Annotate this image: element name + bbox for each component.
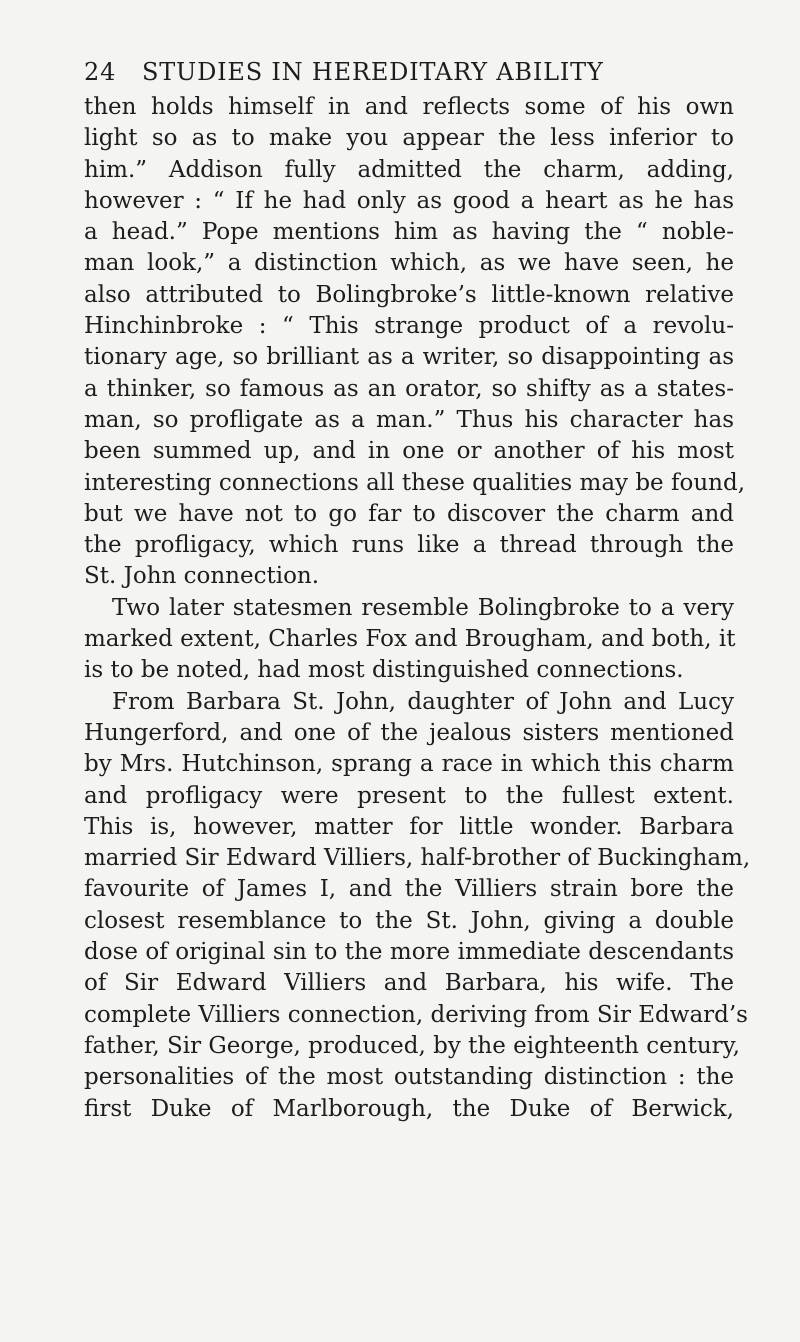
paragraph-end-line: St. John connection. (84, 563, 320, 590)
text-line: also attributed to Bolingbroke’s little-known relative (84, 281, 734, 308)
text-line: by Mrs. Hutchinson, sprang a race in which this charm (84, 751, 734, 778)
text-line: tionary age, so brilliant as a writer, so disappointing as (84, 344, 734, 371)
text-line: and profligacy were present to the fullest extent. (84, 782, 734, 809)
text-line: however : “ If he had only as good a heart as he has (84, 187, 734, 214)
text-line: Hinchinbroke : “ This strange product of a revolu- (84, 313, 734, 340)
running-head (84, 52, 734, 92)
text-line: first Duke of Marlborough, the Duke of Berwick, (84, 1095, 734, 1122)
text-line: the profligacy, which runs like a thread through the (84, 532, 734, 559)
text-line: dose of original sin to the more immediate descendants (84, 939, 734, 966)
running-title: STUDIES IN HEREDITARY ABILITY (142, 58, 604, 86)
text-line: of Sir Edward Villiers and Barbara, his wife. The (84, 970, 734, 997)
book-page (84, 52, 751, 1125)
text-line: father, Sir George, produced, by the eighteenth century, (84, 1032, 740, 1059)
text-line: him.” Addison fully admitted the charm, adding, (84, 156, 734, 183)
text-line: marked extent, Charles Fox and Brougham, and both, it (84, 626, 736, 653)
body-text (84, 92, 751, 1125)
text-line: light so as to make you appear the less inferior to (84, 125, 734, 152)
text-line: This is, however, matter for little wonder. Barbara (84, 813, 734, 840)
text-line: complete Villiers connection, deriving from Sir Edward’s (84, 1001, 748, 1028)
paragraph-end-line: is to be noted, had most distinguished connections. (84, 657, 684, 684)
text-line: a head.” Pope mentions him as having the “ noble- (84, 219, 734, 246)
text-line: favourite of James I, and the Villiers strain bore the (84, 876, 734, 903)
text-line: closest resemblance to the St. John, giving a double (84, 907, 734, 934)
text-line: man look,” a distinction which, as we have seen, he (84, 250, 734, 277)
paragraph-start-line: From Barbara St. John, daughter of John and Lucy (112, 688, 734, 715)
text-line: man, so profligate as a man.” Thus his character has (84, 406, 734, 433)
text-line: Hungerford, and one of the jealous sisters mentioned (84, 719, 734, 746)
text-line: married Sir Edward Villiers, half-brother of Buckingham, (84, 845, 751, 872)
text-line: personalities of the most outstanding distinction : the (84, 1064, 734, 1091)
page-number: 24 (84, 58, 117, 86)
text-line: then holds himself in and reflects some of his own (84, 94, 734, 120)
text-line: interesting connections all these qualities may be found, (84, 469, 746, 496)
text-line: but we have not to go far to discover the charm and (84, 500, 734, 527)
text-line: a thinker, so famous as an orator, so shifty as a states- (84, 375, 734, 402)
paragraph-start-line: Two later statesmen resemble Bolingbroke to a very (112, 594, 734, 621)
text-line: been summed up, and in one or another of his most (84, 438, 734, 465)
